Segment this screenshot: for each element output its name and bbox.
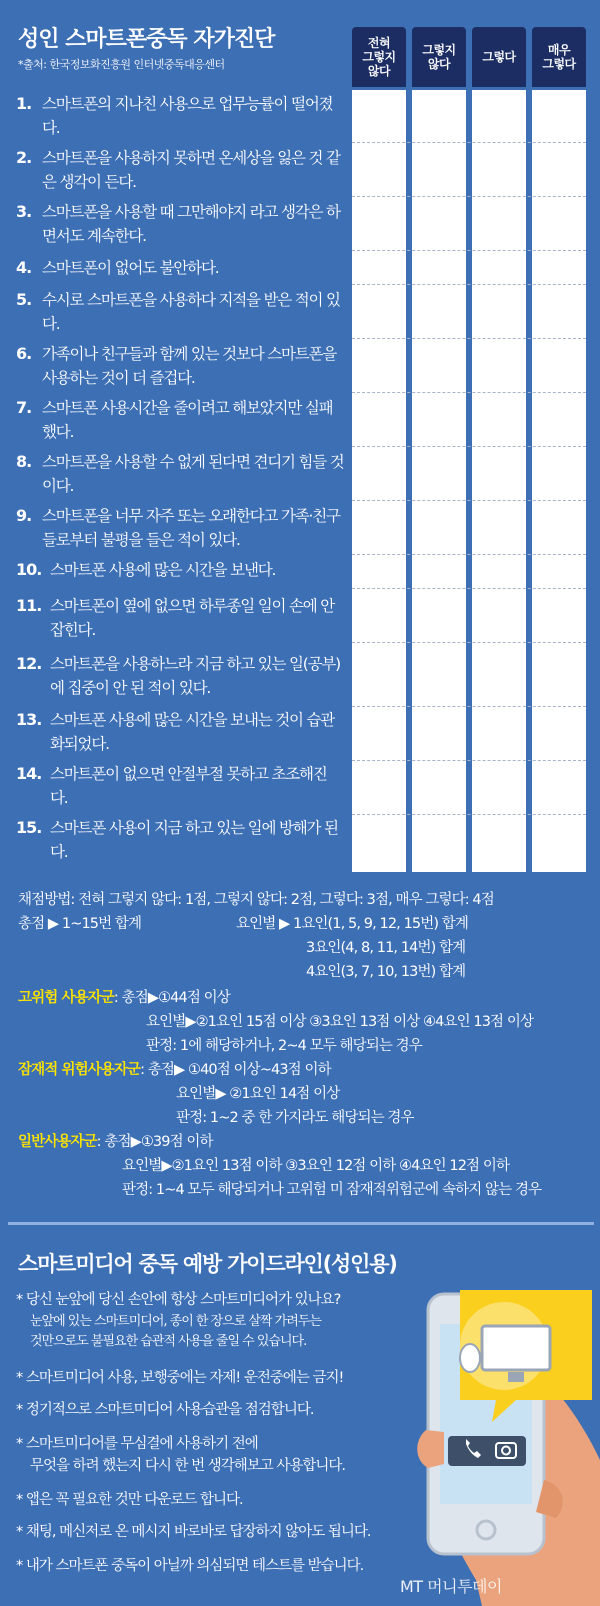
- row-divider: [352, 642, 586, 643]
- question-text: 스마트폰을 사용할 수 없게 된다면 견디기 힘들 것이다.: [42, 453, 344, 495]
- row-divider: [352, 760, 586, 761]
- scoring-factor-4: 4요인(3, 7, 10, 13번) 합계: [306, 964, 466, 980]
- question-number: 11.: [16, 596, 42, 615]
- potential-risk-judge: 판정: 1~2 중 한 가지라도 해당되는 경우: [176, 1110, 414, 1126]
- question-row: [16, 708, 344, 756]
- question-row: [16, 558, 344, 582]
- question-number: 1.: [16, 94, 32, 113]
- scoring-factor-1: 요인별 ▶ 1요인(1, 5, 9, 12, 15번) 합계: [236, 916, 469, 932]
- row-divider: [352, 814, 586, 815]
- section-divider: [8, 1222, 594, 1225]
- question-text: 스마트폰이 없어도 불안하다.: [42, 259, 219, 277]
- row-divider: [352, 706, 586, 707]
- high-risk-total-line: [18, 988, 230, 1008]
- row-divider: [352, 196, 586, 197]
- question-number: 4.: [16, 258, 32, 277]
- high-risk-factor: 요인별▶②1요인 15점 이상 ③3요인 13점 이상 ④4요인 13점 이상: [146, 1014, 534, 1030]
- source-note: *출처: 한국정보화진흥원 인터넷중독대응센터: [18, 58, 225, 71]
- question-text: 수시로 스마트폰을 사용하다 지적을 받은 적이 있다.: [42, 291, 340, 333]
- question-number: 2.: [16, 148, 32, 167]
- column-header-not: 그렇지 않다: [412, 27, 466, 87]
- call-bar: [448, 1436, 526, 1466]
- question-row: [16, 92, 344, 140]
- row-divider: [352, 392, 586, 393]
- question-number: 3.: [16, 202, 32, 221]
- guideline-item-6: * 채팅, 메신저로 온 메시지 바로바로 답장하지 않아도 됩니다.: [16, 1524, 371, 1540]
- question-row: [16, 652, 344, 700]
- hand-holding-phone-illustration: [396, 1280, 600, 1606]
- row-divider: [352, 250, 586, 251]
- potential-risk-total: : 총점▶ ①40점 이상~43점 이하: [140, 1062, 331, 1078]
- publisher-watermark: MT 머니투데이: [400, 1577, 502, 1596]
- column-header-yes: 그렇다: [472, 27, 526, 87]
- mouse-icon: [460, 1344, 480, 1372]
- guideline-title: 스마트미디어 중독 예방 가이드라인(성인용): [18, 1252, 397, 1276]
- question-row: [16, 762, 344, 810]
- guideline-item-7: * 내가 스마트폰 중독이 아닐까 의심되면 테스트를 받습니다.: [16, 1558, 364, 1574]
- question-number: 10.: [16, 560, 42, 579]
- normal-total: : 총점▶①39점 이하: [96, 1134, 213, 1150]
- high-risk-judge: 판정: 1에 해당하거나, 2~4 모두 해당되는 경우: [146, 1038, 422, 1054]
- question-text: 가족이나 친구들과 함께 있는 것보다 스마트폰을 사용하는 것이 더 즐겁다.: [42, 345, 337, 387]
- question-number: 15.: [16, 818, 42, 837]
- question-row: [16, 594, 344, 642]
- question-text: 스마트폰 사용시간을 줄이려고 해보았지만 실패했다.: [42, 399, 333, 441]
- guideline-item-1-sub-1: 눈앞에 있는 스마트미디어, 종이 한 장으로 살짝 가려두는: [30, 1314, 321, 1329]
- potential-risk-factor: 요인별▶ ②1요인 14점 이상: [176, 1086, 340, 1102]
- normal-total-line: [18, 1132, 213, 1152]
- guideline-item-4-sub: 무엇을 하려 했는지 다시 한 번 생각해보고 사용합니다.: [30, 1458, 346, 1474]
- thumb: [417, 1430, 444, 1468]
- question-row: [16, 504, 344, 552]
- potential-risk-label: 잠재적 위험사용자군: [18, 1062, 141, 1078]
- scoring-method: 채점방법: 전혀 그렇지 않다: 1점, 그렇지 않다: 2점, 그렇다: 3점, 매우 그렇다: 4점: [18, 892, 494, 908]
- page-title: 성인 스마트폰중독 자가진단: [18, 27, 275, 52]
- question-text: 스마트폰을 사용할 때 그만해야지 라고 생각은 하면서도 계속한다.: [42, 203, 340, 245]
- row-divider: [352, 284, 586, 285]
- question-number: 14.: [16, 764, 42, 783]
- question-row: [16, 256, 344, 280]
- column-header-never: 전혀 그렇지 않다: [352, 27, 406, 87]
- monitor-icon: [482, 1326, 550, 1370]
- scoring-factor-3: 3요인(4, 8, 11, 14번) 합계: [306, 940, 466, 956]
- question-text: 스마트폰이 옆에 없으면 하루종일 일이 손에 안 잡힌다.: [50, 597, 335, 639]
- answer-column-yes[interactable]: [472, 90, 526, 872]
- high-risk-label: 고위험 사용자군: [18, 990, 114, 1006]
- question-text: 스마트폰 사용이 지금 하고 있는 일에 방해가 된다.: [50, 819, 338, 861]
- answer-column-very[interactable]: [532, 90, 586, 872]
- question-number: 8.: [16, 452, 32, 471]
- guideline-item-4: * 스마트미디어를 무심결에 사용하기 전에: [16, 1436, 258, 1452]
- question-text: 스마트폰을 사용하느라 지금 하고 있는 일(공부)에 집중이 안 된 적이 있다.: [50, 655, 341, 697]
- question-text: 스마트폰을 사용하지 못하면 온세상을 잃은 것 같은 생각이 든다.: [42, 149, 340, 191]
- row-divider: [352, 554, 586, 555]
- row-divider: [352, 500, 586, 501]
- column-header-very: 매우 그렇다: [532, 27, 586, 87]
- answer-column-not[interactable]: [412, 90, 466, 872]
- question-row: [16, 450, 344, 498]
- monitor-stand: [508, 1372, 524, 1382]
- question-row: [16, 396, 344, 444]
- question-row: [16, 200, 344, 248]
- guideline-item-2: * 스마트미디어 사용, 보행중에는 자제! 운전중에는 금지!: [16, 1370, 344, 1386]
- question-number: 7.: [16, 398, 32, 417]
- row-divider: [352, 142, 586, 143]
- row-divider: [352, 338, 586, 339]
- question-number: 9.: [16, 506, 32, 525]
- question-number: 5.: [16, 290, 32, 309]
- question-row: [16, 146, 344, 194]
- guideline-item-1-sub-2: 것만으로도 불필요한 습관적 사용을 줄일 수 있습니다.: [30, 1334, 307, 1349]
- question-row: [16, 288, 344, 336]
- question-text: 스마트폰의 지나친 사용으로 업무능률이 떨어졌다.: [42, 95, 333, 137]
- high-risk-total: : 총점▶①44점 이상: [113, 990, 230, 1006]
- normal-judge: 판정: 1~4 모두 해당되거나 고위험 미 잠재적위험군에 속하지 않는 경우: [122, 1182, 542, 1198]
- guideline-item-5: * 앱은 꼭 필요한 것만 다운로드 합니다.: [16, 1492, 243, 1508]
- guideline-item-3: * 정기적으로 스마트미디어 사용습관을 점검합니다.: [16, 1402, 314, 1418]
- question-row: [16, 342, 344, 390]
- normal-label: 일반사용자군: [18, 1134, 97, 1150]
- row-divider: [352, 588, 586, 589]
- question-text: 스마트폰을 너무 자주 또는 오래한다고 가족·친구들로부터 불평을 들은 적이 있다.: [42, 507, 340, 549]
- scoring-total: 총점 ▶ 1~15번 합계: [18, 916, 142, 932]
- potential-risk-total-line: [18, 1060, 331, 1080]
- question-text: 스마트폰 사용에 많은 시간을 보내는 것이 습관화되었다.: [50, 711, 335, 753]
- question-text: 스마트폰이 없으면 안절부절 못하고 초조해진다.: [50, 765, 327, 807]
- question-number: 13.: [16, 710, 42, 729]
- row-divider: [352, 446, 586, 447]
- answer-column-never[interactable]: [352, 90, 406, 872]
- normal-factor: 요인별▶②1요인 13점 이하 ③3요인 12점 이하 ④4요인 12점 이하: [122, 1158, 510, 1174]
- guideline-item-1: * 당신 눈앞에 당신 손안에 항상 스마트미디어가 있나요?: [16, 1292, 341, 1308]
- question-number: 12.: [16, 654, 42, 673]
- question-number: 6.: [16, 344, 32, 363]
- question-text: 스마트폰 사용에 많은 시간을 보낸다.: [50, 561, 276, 579]
- question-row: [16, 816, 344, 864]
